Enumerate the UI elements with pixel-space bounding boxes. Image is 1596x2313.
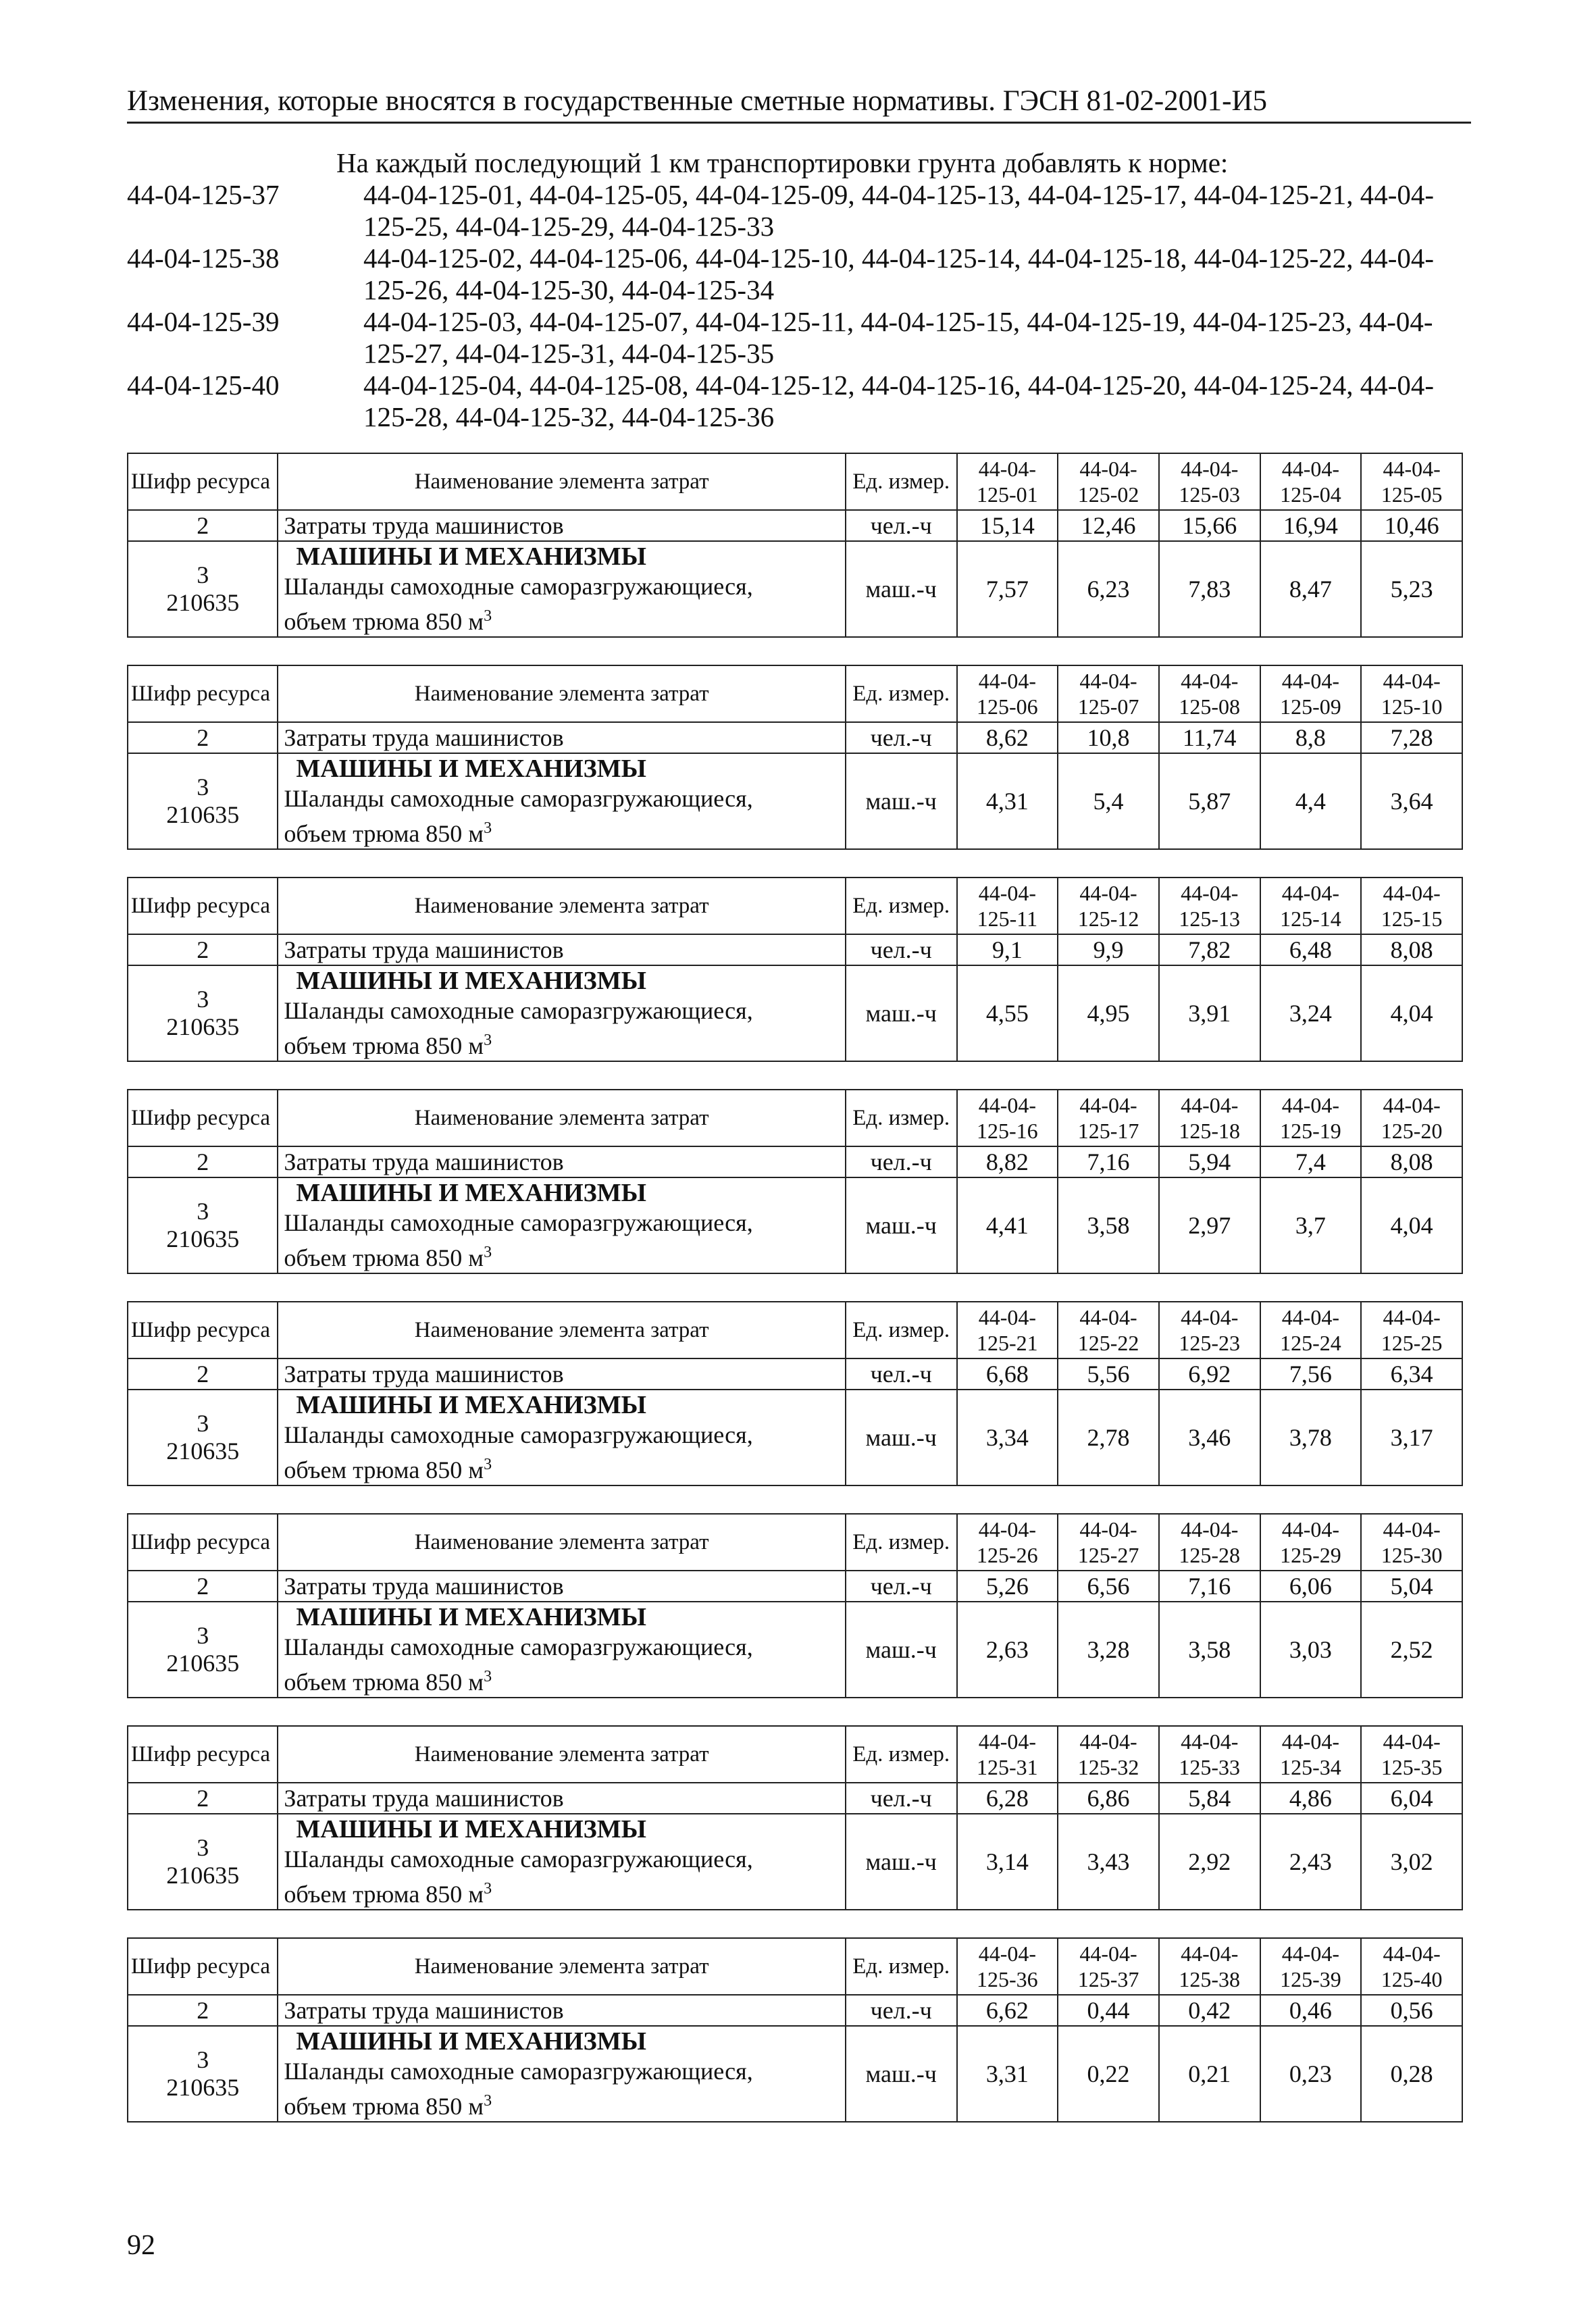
resource-volume: объем трюма 850 м [284, 1456, 484, 1483]
machine-value: 3,02 [1361, 1814, 1462, 1910]
labor-value: 8,82 [957, 1146, 1058, 1177]
header-unit: Ед. измер. [846, 1302, 957, 1358]
machine-value: 4,04 [1361, 1177, 1462, 1273]
machines-codes [128, 541, 278, 637]
machine-value: 0,22 [1058, 2026, 1159, 2122]
header-norm-code: 44-04- 125-06 [957, 665, 1058, 722]
resource-unit-superscript: 3 [484, 1880, 492, 1898]
intro-text: 44-04-125-04, 44-04-125-08, 44-04-125-12, 44-04-125-16, 44-04-125-20, 44-04-125-24, 44-04-125-28, 44-04-125-32, 44-04-125-36 [363, 370, 1435, 432]
header-norm-code: 44-04- 125-38 [1159, 1938, 1260, 1995]
labor-value: 7,56 [1260, 1358, 1362, 1390]
labor-value: 8,08 [1361, 934, 1462, 965]
labor-value: 7,4 [1260, 1146, 1362, 1177]
header-norm-code: 44-04- 125-13 [1159, 878, 1260, 934]
machines-row [128, 1177, 1462, 1273]
norm-table [127, 1301, 1463, 1486]
labor-value: 6,06 [1260, 1571, 1362, 1602]
resource-unit-superscript: 3 [484, 1244, 492, 1261]
machine-value: 4,55 [957, 965, 1058, 1061]
header-norm-code: 44-04- 125-39 [1260, 1938, 1362, 1995]
resource-code: 210635 [166, 589, 240, 616]
machines-section-title: МАШИНЫ И МЕХАНИЗМЫ [296, 1815, 646, 1844]
labor-code: 2 [128, 1783, 278, 1814]
resource-unit: маш.-ч [846, 1177, 957, 1273]
machines-section-title: МАШИНЫ И МЕХАНИЗМЫ [296, 542, 646, 571]
labor-value: 6,34 [1361, 1358, 1462, 1390]
resource-unit: маш.-ч [846, 1390, 957, 1485]
machine-value: 3,24 [1260, 965, 1362, 1061]
resource-volume: объем трюма 850 м [284, 820, 484, 847]
machine-value: 3,58 [1159, 1602, 1260, 1698]
labor-value: 4,86 [1260, 1783, 1362, 1814]
resource-name: Шаланды самоходные саморазгружающиеся, [284, 573, 753, 600]
machines-section-title: МАШИНЫ И МЕХАНИЗМЫ [296, 1179, 646, 1207]
header-code: Шифр ресурса [128, 1726, 278, 1783]
header-norm-code: 44-04- 125-35 [1361, 1726, 1462, 1783]
labor-row [128, 1995, 1462, 2026]
intro-code: 44-04-125-40 [127, 370, 280, 401]
header-norm-code: 44-04- 125-20 [1361, 1090, 1462, 1146]
header-norm-code: 44-04- 125-19 [1260, 1090, 1362, 1146]
resource-unit-superscript: 3 [484, 1456, 492, 1473]
labor-value: 5,26 [957, 1571, 1058, 1602]
labor-value: 9,1 [957, 934, 1058, 965]
header-norm-code: 44-04- 125-29 [1260, 1514, 1362, 1571]
running-header: Изменения, которые вносятся в государственные сметные нормативы. ГЭСН 81-02-2001-И5 [127, 82, 1471, 124]
header-norm-code: 44-04- 125-34 [1260, 1726, 1362, 1783]
header-norm-code: 44-04- 125-33 [1159, 1726, 1260, 1783]
resource-unit: маш.-ч [846, 753, 957, 849]
resource-name-line2 [284, 2086, 842, 2121]
header-norm-code: 44-04- 125-02 [1058, 453, 1159, 510]
machine-value: 2,63 [957, 1602, 1058, 1698]
intro-text: 44-04-125-03, 44-04-125-07, 44-04-125-11, 44-04-125-15, 44-04-125-19, 44-04-125-23, 44-04-125-27, 44-04-125-31, 44-04-125-35 [363, 306, 1433, 369]
table-header-row [128, 1302, 1462, 1358]
norm-table [127, 1089, 1463, 1274]
machines-names [278, 965, 845, 1061]
machines-names [278, 541, 845, 637]
machines-row [128, 2026, 1462, 2122]
labor-value: 15,66 [1159, 510, 1260, 541]
intro-text: 44-04-125-01, 44-04-125-05, 44-04-125-09, 44-04-125-13, 44-04-125-17, 44-04-125-21, 44-04-125-25, 44-04-125-29, 44-04-125-33 [363, 179, 1435, 242]
resource-unit-superscript: 3 [484, 1032, 492, 1049]
machine-value: 2,52 [1361, 1602, 1462, 1698]
machines-section-title: МАШИНЫ И МЕХАНИЗМЫ [296, 1603, 646, 1631]
machines-row [128, 1390, 1462, 1485]
resource-code: 210635 [166, 2074, 240, 2101]
header-norm-code: 44-04- 125-22 [1058, 1302, 1159, 1358]
norm-table [127, 453, 1463, 638]
resource-unit: маш.-ч [846, 1814, 957, 1910]
header-name: Наименование элемента затрат [278, 453, 845, 510]
resource-unit: маш.-ч [846, 1602, 957, 1698]
machines-codes [128, 1177, 278, 1273]
machines-row [128, 965, 1462, 1061]
resource-name-line2 [284, 1450, 842, 1485]
resource-unit: маш.-ч [846, 2026, 957, 2122]
resource-code: 210635 [166, 1438, 240, 1465]
labor-unit: чел.-ч [846, 1358, 957, 1390]
header-unit: Ед. измер. [846, 878, 957, 934]
machine-value: 4,04 [1361, 965, 1462, 1061]
header-norm-code: 44-04- 125-32 [1058, 1726, 1159, 1783]
header-norm-code: 44-04- 125-40 [1361, 1938, 1462, 1995]
table-header-row [128, 453, 1462, 510]
machine-value: 3,17 [1361, 1390, 1462, 1485]
labor-name: Затраты труда машинистов [278, 1358, 845, 1390]
header-norm-code: 44-04- 125-23 [1159, 1302, 1260, 1358]
resource-unit-superscript: 3 [484, 607, 492, 625]
machine-value: 0,28 [1361, 2026, 1462, 2122]
labor-value: 0,44 [1058, 1995, 1159, 2026]
machines-codes [128, 965, 278, 1061]
machines-row [128, 1602, 1462, 1698]
resource-volume: объем трюма 850 м [284, 1669, 484, 1696]
header-norm-code: 44-04- 125-11 [957, 878, 1058, 934]
header-unit: Ед. измер. [846, 1514, 957, 1571]
labor-row [128, 510, 1462, 541]
labor-value: 6,92 [1159, 1358, 1260, 1390]
machines-row [128, 753, 1462, 849]
machine-value: 5,87 [1159, 753, 1260, 849]
machine-value: 3,91 [1159, 965, 1260, 1061]
resource-name-line2 [284, 1874, 842, 1909]
resource-name-line2 [284, 813, 842, 848]
machines-names [278, 1602, 845, 1698]
machines-row [128, 1814, 1462, 1910]
header-norm-code: 44-04- 125-14 [1260, 878, 1362, 934]
machines-codes [128, 753, 278, 849]
header-norm-code: 44-04- 125-28 [1159, 1514, 1260, 1571]
intro-text: 44-04-125-02, 44-04-125-06, 44-04-125-10, 44-04-125-14, 44-04-125-18, 44-04-125-22, 44-04-125-26, 44-04-125-30, 44-04-125-34 [363, 243, 1435, 305]
machine-value: 2,78 [1058, 1390, 1159, 1485]
labor-value: 10,8 [1058, 722, 1159, 753]
labor-row [128, 1783, 1462, 1814]
machine-value: 4,95 [1058, 965, 1159, 1061]
machine-value: 3,46 [1159, 1390, 1260, 1485]
labor-value: 7,16 [1058, 1146, 1159, 1177]
labor-unit: чел.-ч [846, 1995, 957, 2026]
header-name: Наименование элемента затрат [278, 1090, 845, 1146]
machines-codes [128, 1814, 278, 1910]
resource-volume: объем трюма 850 м [284, 2093, 484, 2120]
intro-title: На каждый последующий 1 км транспортировки грунта добавлять к норме: [336, 147, 1229, 178]
labor-name: Затраты труда машинистов [278, 510, 845, 541]
labor-name: Затраты труда машинистов [278, 1571, 845, 1602]
resource-name: Шаланды самоходные саморазгружающиеся, [284, 1846, 753, 1873]
resource-volume: объем трюма 850 м [284, 608, 484, 635]
labor-value: 6,62 [957, 1995, 1058, 2026]
table-header-row [128, 1090, 1462, 1146]
machine-value: 3,7 [1260, 1177, 1362, 1273]
header-unit: Ед. измер. [846, 1938, 957, 1995]
machine-value: 7,83 [1159, 541, 1260, 637]
header-norm-code: 44-04- 125-25 [1361, 1302, 1462, 1358]
labor-value: 6,28 [957, 1783, 1058, 1814]
machine-value: 3,78 [1260, 1390, 1362, 1485]
machine-value: 2,92 [1159, 1814, 1260, 1910]
labor-value: 5,84 [1159, 1783, 1260, 1814]
intro-code: 44-04-125-39 [127, 306, 280, 337]
resource-name: Шаланды самоходные саморазгружающиеся, [284, 785, 753, 812]
resource-name: Шаланды самоходные саморазгружающиеся, [284, 1209, 753, 1236]
labor-name: Затраты труда машинистов [278, 722, 845, 753]
resource-name: Шаланды самоходные саморазгружающиеся, [284, 1633, 753, 1660]
labor-value: 0,56 [1361, 1995, 1462, 2026]
labor-value: 11,74 [1159, 722, 1260, 753]
header-code: Шифр ресурса [128, 1090, 278, 1146]
resource-code: 210635 [166, 1862, 240, 1889]
header-name: Наименование элемента затрат [278, 1938, 845, 1995]
intro-block [127, 147, 1471, 433]
machines-section-code: 3 [197, 561, 209, 588]
labor-code: 2 [128, 510, 278, 541]
labor-unit: чел.-ч [846, 934, 957, 965]
header-code: Шифр ресурса [128, 665, 278, 722]
norm-table [127, 877, 1463, 1062]
resource-name: Шаланды самоходные саморазгружающиеся, [284, 2058, 753, 2085]
norm-table [127, 1937, 1463, 2123]
machine-value: 7,57 [957, 541, 1058, 637]
norm-tables [127, 453, 1471, 2150]
labor-value: 6,48 [1260, 934, 1362, 965]
header-code: Шифр ресурса [128, 1938, 278, 1995]
labor-value: 0,42 [1159, 1995, 1260, 2026]
norm-table [127, 1513, 1463, 1698]
machine-value: 4,41 [957, 1177, 1058, 1273]
labor-unit: чел.-ч [846, 1783, 957, 1814]
machines-section-code: 3 [197, 1834, 209, 1861]
norm-table [127, 1725, 1463, 1910]
labor-value: 6,04 [1361, 1783, 1462, 1814]
machines-section-code: 3 [197, 1622, 209, 1649]
machine-value: 2,43 [1260, 1814, 1362, 1910]
header-norm-code: 44-04- 125-09 [1260, 665, 1362, 722]
resource-unit: маш.-ч [846, 541, 957, 637]
labor-value: 0,46 [1260, 1995, 1362, 2026]
table-header-row [128, 1514, 1462, 1571]
labor-value: 10,46 [1361, 510, 1462, 541]
labor-value: 5,94 [1159, 1146, 1260, 1177]
resource-volume: объем трюма 850 м [284, 1881, 484, 1908]
machines-section-code: 3 [197, 2046, 209, 2073]
machines-codes [128, 1390, 278, 1485]
machine-value: 3,28 [1058, 1602, 1159, 1698]
machine-value: 3,58 [1058, 1177, 1159, 1273]
labor-value: 5,04 [1361, 1571, 1462, 1602]
machine-value: 3,03 [1260, 1602, 1362, 1698]
resource-unit-superscript: 3 [484, 2092, 492, 2110]
labor-row [128, 722, 1462, 753]
resource-name-line2 [284, 601, 842, 636]
header-norm-code: 44-04- 125-15 [1361, 878, 1462, 934]
labor-name: Затраты труда машинистов [278, 1783, 845, 1814]
header-norm-code: 44-04- 125-30 [1361, 1514, 1462, 1571]
intro-row [127, 243, 1471, 306]
table-header-row [128, 1726, 1462, 1783]
labor-value: 8,62 [957, 722, 1058, 753]
labor-value: 15,14 [957, 510, 1058, 541]
table-header-row [128, 1938, 1462, 1995]
machine-value: 2,97 [1159, 1177, 1260, 1273]
header-norm-code: 44-04- 125-26 [957, 1514, 1058, 1571]
machine-value: 4,4 [1260, 753, 1362, 849]
resource-code: 210635 [166, 801, 240, 828]
labor-value: 7,28 [1361, 722, 1462, 753]
machines-names [278, 1390, 845, 1485]
labor-value: 9,9 [1058, 934, 1159, 965]
resource-unit: маш.-ч [846, 965, 957, 1061]
machines-row [128, 541, 1462, 637]
intro-row [127, 179, 1471, 243]
machines-section-title: МАШИНЫ И МЕХАНИЗМЫ [296, 967, 646, 995]
table-header-row [128, 878, 1462, 934]
header-name: Наименование элемента затрат [278, 878, 845, 934]
labor-value: 6,68 [957, 1358, 1058, 1390]
intro-code: 44-04-125-38 [127, 243, 280, 274]
labor-unit: чел.-ч [846, 722, 957, 753]
resource-name: Шаланды самоходные саморазгружающиеся, [284, 1421, 753, 1448]
labor-code: 2 [128, 934, 278, 965]
header-norm-code: 44-04- 125-16 [957, 1090, 1058, 1146]
resource-unit-superscript: 3 [484, 1668, 492, 1685]
intro-row [127, 370, 1471, 433]
labor-name: Затраты труда машинистов [278, 1146, 845, 1177]
labor-code: 2 [128, 1995, 278, 2026]
labor-value: 6,56 [1058, 1571, 1159, 1602]
resource-volume: объем трюма 850 м [284, 1032, 484, 1059]
header-norm-code: 44-04- 125-21 [957, 1302, 1058, 1358]
resource-name: Шаланды самоходные саморазгружающиеся, [284, 997, 753, 1024]
header-norm-code: 44-04- 125-03 [1159, 453, 1260, 510]
machine-value: 8,47 [1260, 541, 1362, 637]
machine-value: 3,14 [957, 1814, 1058, 1910]
header-norm-code: 44-04- 125-08 [1159, 665, 1260, 722]
resource-name-line2 [284, 1662, 842, 1697]
machines-names [278, 753, 845, 849]
labor-value: 6,86 [1058, 1783, 1159, 1814]
labor-value: 8,8 [1260, 722, 1362, 753]
norm-table [127, 665, 1463, 850]
resource-name-line2 [284, 1025, 842, 1061]
machine-value: 6,23 [1058, 541, 1159, 637]
resource-code: 210635 [166, 1225, 240, 1252]
machines-section-code: 3 [197, 1410, 209, 1437]
labor-code: 2 [128, 1146, 278, 1177]
labor-unit: чел.-ч [846, 1571, 957, 1602]
machines-section-code: 3 [197, 986, 209, 1013]
resource-volume: объем трюма 850 м [284, 1244, 484, 1271]
labor-value: 8,08 [1361, 1146, 1462, 1177]
resource-name-line2 [284, 1238, 842, 1273]
intro-code: 44-04-125-37 [127, 179, 280, 210]
machine-value: 3,43 [1058, 1814, 1159, 1910]
labor-code: 2 [128, 1358, 278, 1390]
table-header-row [128, 665, 1462, 722]
header-norm-code: 44-04- 125-01 [957, 453, 1058, 510]
header-norm-code: 44-04- 125-37 [1058, 1938, 1159, 1995]
machine-value: 0,23 [1260, 2026, 1362, 2122]
machine-value: 5,23 [1361, 541, 1462, 637]
labor-row [128, 1571, 1462, 1602]
labor-value: 5,56 [1058, 1358, 1159, 1390]
machines-names [278, 1814, 845, 1910]
machine-value: 5,4 [1058, 753, 1159, 849]
header-unit: Ед. измер. [846, 453, 957, 510]
machines-section-title: МАШИНЫ И МЕХАНИЗМЫ [296, 1391, 646, 1419]
machine-value: 3,31 [957, 2026, 1058, 2122]
machine-value: 3,64 [1361, 753, 1462, 849]
header-name: Наименование элемента затрат [278, 1514, 845, 1571]
machines-section-title: МАШИНЫ И МЕХАНИЗМЫ [296, 2027, 646, 2056]
machine-value: 4,31 [957, 753, 1058, 849]
labor-name: Затраты труда машинистов [278, 934, 845, 965]
header-norm-code: 44-04- 125-10 [1361, 665, 1462, 722]
header-code: Шифр ресурса [128, 1302, 278, 1358]
header-norm-code: 44-04- 125-17 [1058, 1090, 1159, 1146]
header-norm-code: 44-04- 125-05 [1361, 453, 1462, 510]
header-norm-code: 44-04- 125-27 [1058, 1514, 1159, 1571]
labor-value: 16,94 [1260, 510, 1362, 541]
header-code: Шифр ресурса [128, 1514, 278, 1571]
machines-names [278, 1177, 845, 1273]
header-norm-code: 44-04- 125-31 [957, 1726, 1058, 1783]
header-code: Шифр ресурса [128, 878, 278, 934]
header-norm-code: 44-04- 125-36 [957, 1938, 1058, 1995]
page-number: 92 [127, 2230, 155, 2261]
header-code: Шифр ресурса [128, 453, 278, 510]
labor-row [128, 934, 1462, 965]
header-norm-code: 44-04- 125-24 [1260, 1302, 1362, 1358]
machines-section-code: 3 [197, 1198, 209, 1225]
intro-row [127, 306, 1471, 370]
header-unit: Ед. измер. [846, 1090, 957, 1146]
intro-rows [127, 179, 1471, 433]
labor-row [128, 1146, 1462, 1177]
labor-value: 7,82 [1159, 934, 1260, 965]
machines-section-code: 3 [197, 773, 209, 800]
resource-unit-superscript: 3 [484, 819, 492, 837]
labor-code: 2 [128, 1571, 278, 1602]
labor-name: Затраты труда машинистов [278, 1995, 845, 2026]
header-norm-code: 44-04- 125-12 [1058, 878, 1159, 934]
header-name: Наименование элемента затрат [278, 1302, 845, 1358]
resource-code: 210635 [166, 1013, 240, 1040]
labor-unit: чел.-ч [846, 510, 957, 541]
machines-section-title: МАШИНЫ И МЕХАНИЗМЫ [296, 755, 646, 783]
labor-value: 7,16 [1159, 1571, 1260, 1602]
labor-value: 12,46 [1058, 510, 1159, 541]
machine-value: 3,34 [957, 1390, 1058, 1485]
machine-value: 0,21 [1159, 2026, 1260, 2122]
labor-code: 2 [128, 722, 278, 753]
labor-row [128, 1358, 1462, 1390]
machines-names [278, 2026, 845, 2122]
header-norm-code: 44-04- 125-04 [1260, 453, 1362, 510]
header-name: Наименование элемента затрат [278, 1726, 845, 1783]
header-norm-code: 44-04- 125-07 [1058, 665, 1159, 722]
header-unit: Ед. измер. [846, 665, 957, 722]
header-name: Наименование элемента затрат [278, 665, 845, 722]
labor-unit: чел.-ч [846, 1146, 957, 1177]
resource-code: 210635 [166, 1650, 240, 1677]
header-unit: Ед. измер. [846, 1726, 957, 1783]
header-norm-code: 44-04- 125-18 [1159, 1090, 1260, 1146]
machines-codes [128, 1602, 278, 1698]
machines-codes [128, 2026, 278, 2122]
